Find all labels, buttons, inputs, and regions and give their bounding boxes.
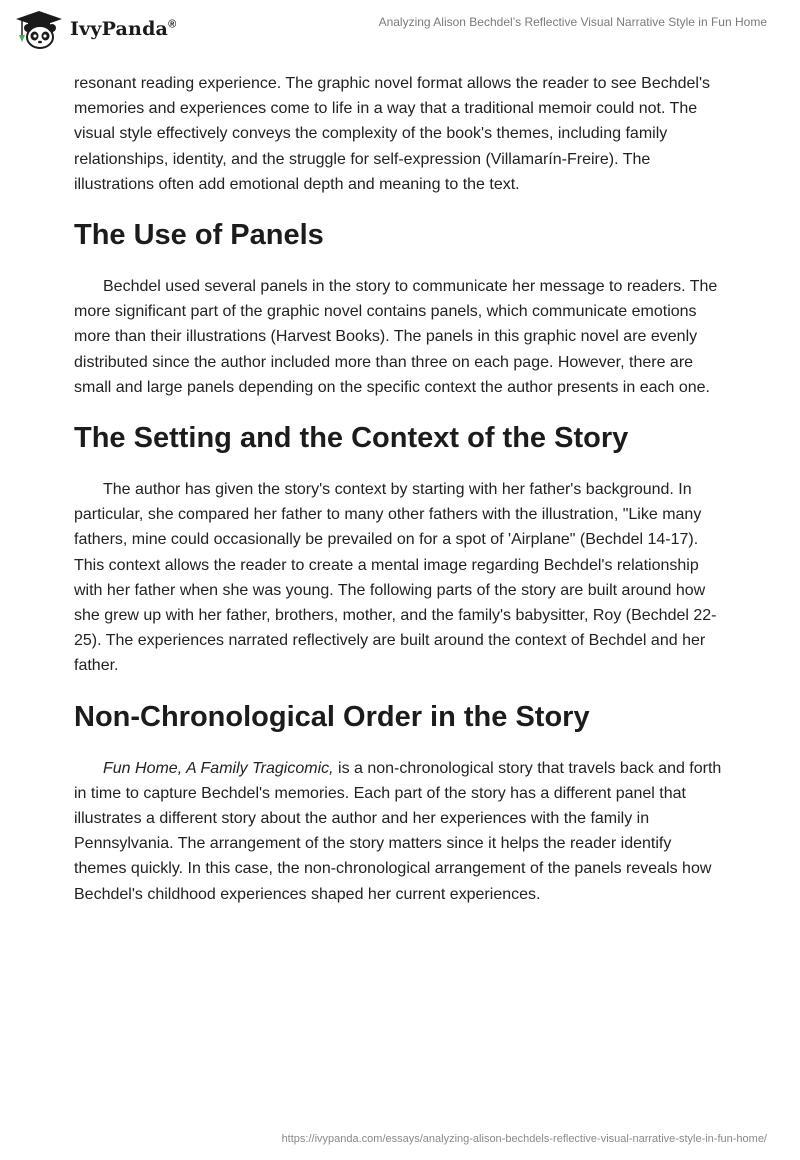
section-heading-panels: The Use of Panels	[74, 219, 324, 252]
book-title: Fun Home, A Family Tragicomic,	[103, 759, 334, 777]
section-paragraph-panels: Bechdel used several panels in the story to communicate her message to readers. The more significant part of the graphic novel contains panels, which communicate emotions more than their illustrations (Harvest Books). The panels in this graphic novel are evenly distributed since the author included more than three on each page. However, there are small and large panels depending on the specific context the author presents in each one.	[74, 278, 718, 396]
section-paragraph-non-chronological	[74, 756, 724, 907]
section-paragraph-setting: The author has given the story's context by starting with her father's background. In particular, she compared her father to many other fathers with the illustration, "Like many fathers, mine could occasionally be prevailed on for a spot of 'Airplane" (Bechdel 14-17). This context allows the reader to create a mental image regarding Bechdel's relationship with her father when she was young. The following parts of the story are built around how she grew up with her father, brothers, mother, and the family's babysitter, Roy (Bechdel 22-25). The experiences narrated reflectively are built around the context of Bechdel and her father.	[74, 481, 717, 675]
brand-name: IvyPanda®	[70, 18, 177, 40]
section-paragraph-text: is a non-chronological story that travels back and forth in time to capture Bechdel's memories. Each part of the story has a different panel that illustrates a different story about the author and her experiences with the family in Pennsylvania. The arrangement of the story matters since it helps the reader identify themes quickly. In this case, the non-chronological arrangement of the panels reveals how Bechdel's childhood experiences shaped her current experiences.	[74, 759, 722, 903]
page-header	[0, 0, 800, 60]
intro-paragraph: resonant reading experience. The graphic novel format allows the reader to see Bechdel's memories and experiences come to life in a way that a traditional memoir could not. The visual style effectively conveys the complexity of the book's themes, including family relationships, identity, and the struggle for self-expression (Villamarín-Freire). The illustrations often add emotional depth and meaning to the text.	[74, 75, 711, 193]
panda-graduate-icon	[14, 9, 64, 49]
document-title: Analyzing Alison Bechdel’s Reflective Visual Narrative Style in Fun Home	[378, 15, 767, 29]
ivypanda-logo[interactable]	[14, 9, 176, 49]
section-heading-non-chronological: Non-Chronological Order in the Story	[74, 700, 590, 733]
source-url[interactable]: https://ivypanda.com/essays/analyzing-alison-bechdels-reflective-visual-narrative-style-in-fun-home/	[281, 1133, 767, 1145]
section-heading-setting: The Setting and the Context of the Story	[74, 422, 629, 455]
article-body	[74, 71, 724, 907]
